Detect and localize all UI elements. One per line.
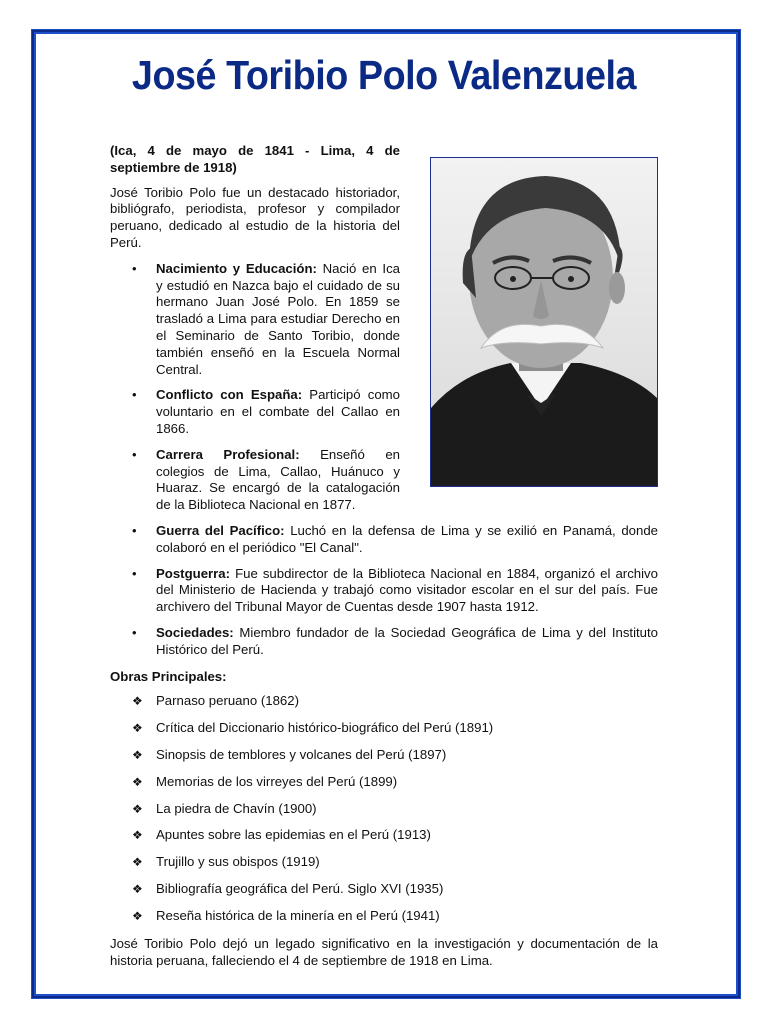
diamond-bullet-icon: ❖ xyxy=(132,801,143,816)
item-heading: Conflicto con España: xyxy=(156,387,303,403)
list-item xyxy=(110,447,658,514)
bullet-icon: • xyxy=(132,565,137,581)
list-item xyxy=(110,261,658,379)
list-item xyxy=(110,387,658,437)
work-title: Crítica del Diccionario histórico-biográfico del Perú (1891) xyxy=(156,720,494,736)
work-item xyxy=(110,774,658,801)
item-text: Enseñó en colegios de Lima, Callao, Huánuco y Huaraz. Se encargó de la catalogación de la Biblioteca Nacional en 1877. xyxy=(156,446,400,513)
intro-paragraph: José Toribio Polo fue un destacado historiador, bibliógrafo, periodista, profesor y compilador peruano, dedicado al estudio de la historia del Perú. xyxy=(110,184,400,250)
item-heading: Postguerra: xyxy=(156,565,231,581)
item-text: Participó como voluntario en el combate del Callao en 1866. xyxy=(156,387,400,436)
work-item xyxy=(110,693,658,720)
item-text: Miembro fundador de la Sociedad Geográfica de Lima y del Instituto Histórico del Perú. xyxy=(156,624,658,657)
item-heading: Carrera Profesional: xyxy=(156,446,300,462)
diamond-bullet-icon: ❖ xyxy=(132,774,143,789)
diamond-bullet-icon: ❖ xyxy=(132,694,143,709)
list-item xyxy=(110,566,658,616)
bullet-icon: • xyxy=(132,260,137,276)
work-title: Reseña histórica de la minería en el Perú (1941) xyxy=(156,907,440,923)
item-text: Luchó en la defensa de Lima y se exilió en Panamá, donde colaboró en el periódico "El Canal". xyxy=(156,522,659,555)
work-item xyxy=(110,854,658,881)
work-title: Bibliografía geográfica del Perú. Siglo XVI (1935) xyxy=(156,880,444,896)
work-item xyxy=(110,908,658,935)
work-title: Memorias de los virreyes del Perú (1899) xyxy=(156,773,398,789)
work-item xyxy=(110,827,658,854)
works-list xyxy=(110,693,658,934)
diamond-bullet-icon: ❖ xyxy=(132,908,143,923)
diamond-bullet-icon: ❖ xyxy=(132,721,143,736)
list-item xyxy=(110,625,658,659)
bullet-icon: • xyxy=(132,387,137,403)
item-heading: Guerra del Pacífico: xyxy=(156,522,285,538)
page-title: José Toribio Polo Valenzuela xyxy=(131,52,637,98)
closing-paragraph: José Toribio Polo dejó un legado significativo en la investigación y documentación de la historia peruana, falleciendo el 4 de septiembre de 1918 en Lima. xyxy=(110,936,658,969)
item-text: Nació en Ica y estudió en Nazca bajo el cuidado de su hermano Juan José Polo. En 1859 se trasladó a Lima para estudiar Derecho en el Seminario de Santo Toribio, donde también enseñó en la Escuela Normal Central. xyxy=(156,260,400,377)
diamond-bullet-icon: ❖ xyxy=(132,747,143,762)
diamond-bullet-icon: ❖ xyxy=(132,828,143,843)
diamond-bullet-icon: ❖ xyxy=(132,881,143,896)
diamond-bullet-icon: ❖ xyxy=(132,855,143,870)
work-item xyxy=(110,747,658,774)
biography-list xyxy=(110,261,658,659)
work-title: Sinopsis de temblores y volcanes del Perú (1897) xyxy=(156,746,447,762)
document-body xyxy=(110,143,658,979)
work-title: Trujillo y sus obispos (1919) xyxy=(156,854,320,870)
work-title: Parnaso peruano (1862) xyxy=(156,693,299,709)
work-title: La piedra de Chavín (1900) xyxy=(156,800,317,816)
work-item xyxy=(110,720,658,747)
bullet-icon: • xyxy=(132,446,137,462)
work-item xyxy=(110,881,658,908)
work-item xyxy=(110,801,658,828)
birth-death-dates: (Ica, 4 de mayo de 1841 - Lima, 4 de septiembre de 1918) xyxy=(110,143,400,175)
bullet-icon: • xyxy=(132,624,137,640)
list-item xyxy=(110,523,658,557)
item-heading: Sociedades: xyxy=(156,624,234,640)
item-text: Fue subdirector de la Biblioteca Nacional en 1884, organizó el archivo del Ministerio de Hacienda y trabajó como visitador escolar en el sur del país. Fue archivero del Tribunal Mayor de Cuentas desde 1907 hasta 1912. xyxy=(156,565,658,615)
work-title: Apuntes sobre las epidemias en el Perú (1913) xyxy=(156,827,431,843)
works-heading: Obras Principales: xyxy=(110,668,227,684)
item-heading: Nacimiento y Educación: xyxy=(156,260,317,276)
bullet-icon: • xyxy=(132,522,137,538)
